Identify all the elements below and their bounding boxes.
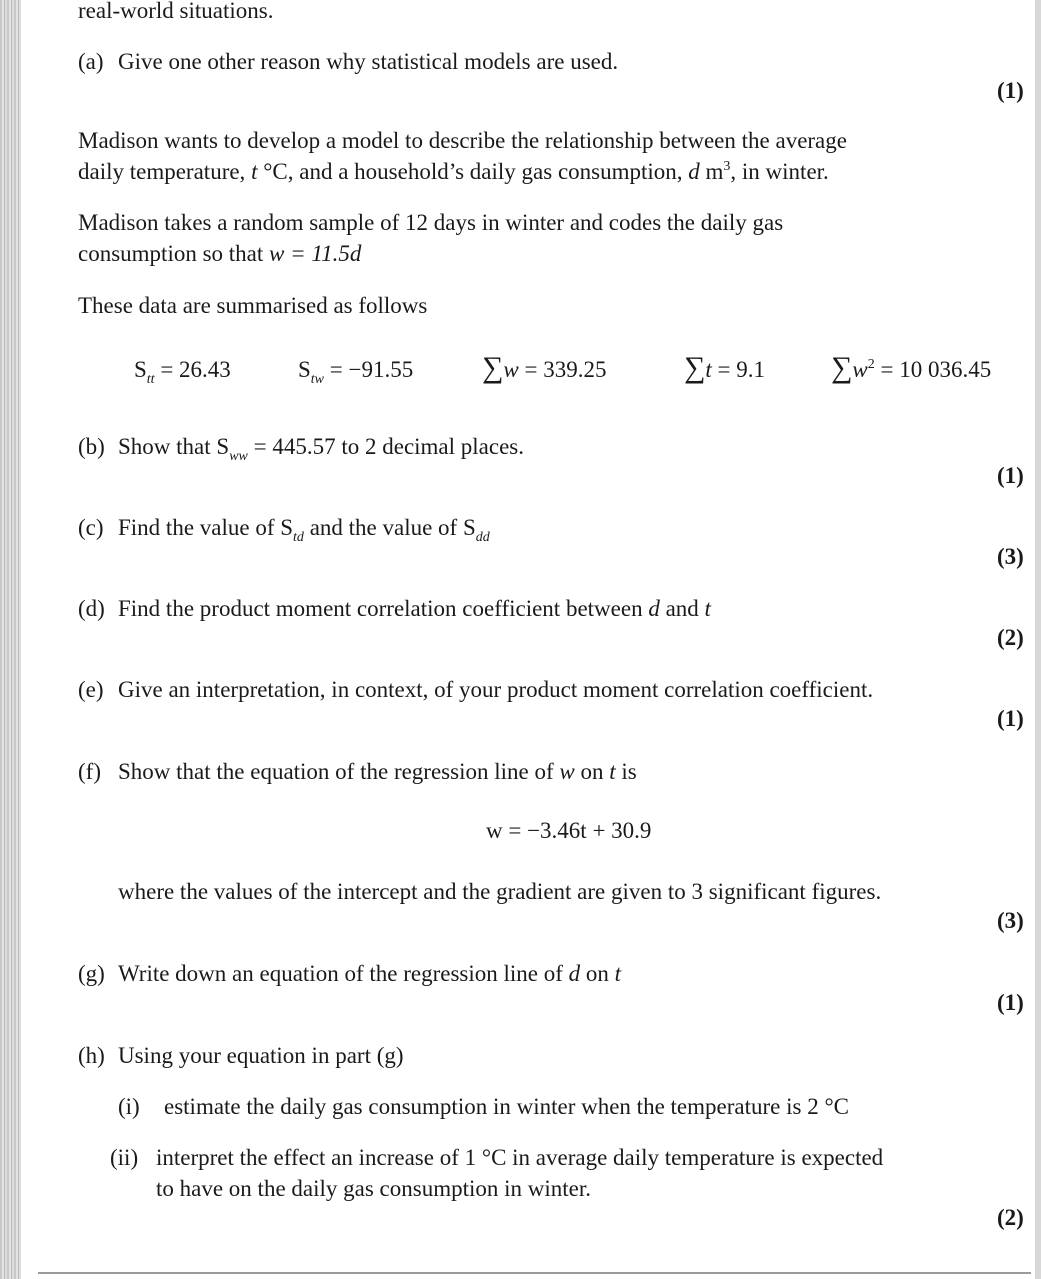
intro-line-1: Madison wants to develop a model to describe the relationship between the average [78,128,847,153]
part-d [78,593,711,624]
intro-text: , in winter. [730,159,829,184]
part-g-label: (g) [78,961,105,986]
part-b-text: Show that S [118,434,230,459]
sample-line-2 [78,238,361,269]
intro-line-2 [78,156,829,187]
part-h-ii-text: interpret the effect an increase of 1 °C in average daily temperature is expected [156,1145,884,1170]
stat-var: t [705,357,712,382]
part-f-text: Show that the equation of the regression line of [118,759,560,784]
part-g-marks: (1) [997,990,1024,1015]
part-e [78,674,873,705]
stat-var: w [503,357,519,382]
header-fragment: real-world situations. [78,0,274,23]
part-a [78,46,618,77]
sample-text: consumption so that [78,241,270,266]
part-h-text: Using your equation in part (g) [118,1043,404,1068]
var-w: w [559,759,575,784]
part-h-ii-line-2: to have on the daily gas consumption in winter. [156,1176,592,1201]
stat-symbol: S [134,357,147,382]
stat-exponent: 2 [867,357,875,372]
var-t: t [614,961,622,986]
part-f [78,756,637,787]
subscript: ww [229,449,248,464]
stat-value: = 339.25 [518,357,607,382]
unit-exponent: 3 [723,159,731,174]
sample-line-1: Madison takes a random sample of 12 days in winter and codes the daily gas [78,210,784,235]
part-a-label: (a) [78,49,104,74]
part-d-text: Find the product moment correlation coefficient between [118,596,649,621]
part-g-text: Write down an equation of the regression line of [118,961,569,986]
coding-formula: w = 11.5d [269,241,362,266]
bottom-rule [38,1272,1031,1274]
var-d: d [568,961,581,986]
var-d: d [648,596,660,621]
part-d-marks: (2) [997,625,1024,650]
part-b [78,431,524,462]
part-g [78,958,621,989]
part-h-i [118,1091,849,1122]
part-d-text: and [659,596,705,621]
part-h-ii [110,1142,883,1173]
part-b-label: (b) [78,434,105,459]
unit: m [699,159,724,184]
stat-var: w [852,357,868,382]
part-h-i-label: (i) [118,1094,140,1119]
stat-subscript: tt [146,372,155,387]
part-e-label: (e) [78,677,104,702]
intro-text: °C, and a household’s daily gas consumption, [257,159,689,184]
page-right-edge [1035,0,1041,1279]
stat-value: = 9.1 [711,357,766,382]
regression-equation: w = −3.46t + 30.9 [486,818,652,843]
summary-sum-w2 [831,352,991,385]
part-c-label: (c) [78,515,104,540]
sigma-icon: ∑ [684,351,706,384]
sigma-icon: ∑ [482,351,504,384]
part-f-marks: (3) [997,908,1024,933]
part-d-label: (d) [78,596,105,621]
part-b-marks: (1) [997,463,1024,488]
stat-value: = −91.55 [324,357,414,382]
part-h [78,1040,404,1071]
summary-sum-w [482,352,606,385]
part-c-text: Find the value of S [118,515,294,540]
stat-value: = 10 036.45 [874,357,992,382]
part-h-label: (h) [78,1043,105,1068]
part-e-marks: (1) [997,706,1024,731]
stat-symbol: S [298,357,311,382]
part-b-text: = 445.57 to 2 decimal places. [247,434,524,459]
part-e-text: Give an interpretation, in context, of your product moment correlation coefficient. [118,677,874,702]
page-binding-edge [0,0,21,1279]
part-c-marks: (3) [997,544,1024,569]
part-a-marks: (1) [997,78,1024,103]
part-h-marks: (2) [997,1205,1024,1230]
var-t: t [609,759,616,784]
var-d: d [688,159,700,184]
part-f-text: on [574,759,610,784]
part-c-text: and the value of S [303,515,476,540]
sigma-icon: ∑ [831,351,853,384]
part-c [78,512,490,543]
summary-stw [298,354,413,385]
intro-text: daily temperature, [78,159,252,184]
stat-subscript: tw [310,372,325,387]
subscript: td [293,530,304,545]
part-f-note: where the values of the intercept and the gradient are given to 3 significant figures. [118,879,882,904]
stat-value: = 26.43 [154,357,231,382]
var-t: t [704,596,711,621]
part-h-ii-label: (ii) [110,1145,139,1170]
part-f-label: (f) [78,759,101,784]
part-a-text: Give one other reason why statistical models are used. [118,49,619,74]
part-g-text: on [580,961,615,986]
var-t: t [251,159,258,184]
part-f-text: is [615,759,637,784]
summary-sum-t [684,352,765,385]
subscript: dd [475,530,490,545]
summary-stt [134,354,231,385]
summary-intro: These data are summarised as follows [78,293,428,318]
part-h-i-text: estimate the daily gas consumption in winter when the temperature is 2 °C [164,1094,849,1119]
